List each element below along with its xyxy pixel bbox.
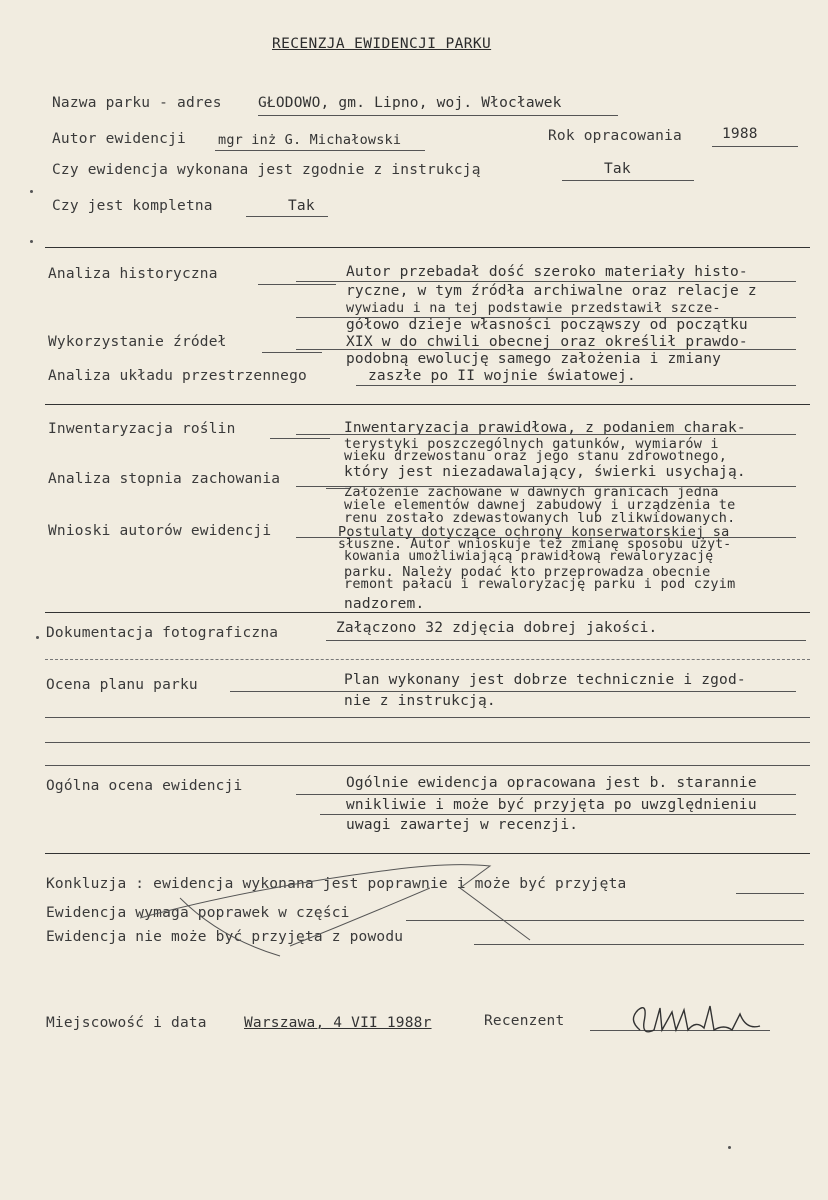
typed-underline: [230, 691, 796, 692]
historical-analysis-label: Analiza historyczna: [48, 266, 218, 282]
blank-line: [736, 893, 804, 894]
park-name-value: GŁODOWO, gm. Lipno, woj. Włocławek: [258, 95, 562, 111]
author-label: Autor ewidencji: [52, 131, 186, 147]
blank-line: [45, 765, 810, 766]
year-value: 1988: [722, 126, 758, 142]
typed-underline: [296, 281, 796, 282]
section2-line: nadzorem.: [344, 596, 425, 612]
instruction-label: Czy ewidencja wykonana jest zgodnie z instrukcją: [52, 162, 481, 178]
section1-line: ryczne, w tym źródła archiwalne oraz relacje z: [346, 283, 757, 299]
typed-underline: [326, 640, 806, 641]
divider: [45, 853, 810, 854]
typed-underline: [296, 434, 796, 435]
section2-line: słuszne. Autor wnioskuje też zmianę sposobu użyt-: [338, 537, 732, 552]
typed-underline: [296, 349, 796, 350]
divider: [45, 612, 810, 613]
divider: [45, 247, 810, 248]
conclusion-line-2: Ewidencja wymaga poprawek w części: [46, 905, 350, 921]
label-underline: [262, 352, 322, 353]
plant-inventory-label: Inwentaryzacja roślin: [48, 421, 236, 437]
plan-line: Plan wykonany jest dobrze technicznie i zgod-: [344, 672, 746, 688]
photo-doc-value: Załączono 32 zdjęcia dobrej jakości.: [336, 620, 658, 636]
conclusion-line-3: Ewidencja nie może być przyjęta z powodu: [46, 929, 404, 945]
section2-line: wiele elementów dawnej zabudowy i urządzenia te: [344, 497, 736, 513]
typed-underline: [296, 486, 796, 487]
preservation-analysis-label: Analiza stopnia zachowania: [48, 471, 281, 487]
blank-line: [45, 742, 810, 743]
complete-underline: [246, 216, 328, 217]
section2-line: który jest niezadawalający, świerki usychają.: [344, 464, 746, 480]
photo-doc-label: Dokumentacja fotograficzna: [46, 625, 279, 641]
plan-line: nie z instrukcją.: [344, 693, 496, 709]
section2-line: Założenie zachowane w dawnych granicach jedna: [344, 484, 719, 500]
year-underline: [712, 146, 798, 147]
label-underline: [270, 438, 330, 439]
divider: [45, 404, 810, 405]
overall-line: uwagi zawartej w recenzji.: [346, 817, 579, 833]
cross-out-strokes: [130, 858, 550, 958]
reviewer-signature: [620, 1000, 770, 1044]
instruction-value: Tak: [604, 161, 631, 177]
park-name-label: Nazwa parku - adres: [52, 95, 222, 111]
typed-underline: [356, 385, 796, 386]
section1-line: XIX w do chwili obecnej oraz określił prawdo-: [346, 334, 748, 350]
instruction-underline: [562, 180, 694, 181]
place-date-value: Warszawa, 4 VII 1988r: [244, 1015, 432, 1031]
complete-value: Tak: [288, 198, 315, 214]
typed-underline: [296, 317, 796, 318]
overall-evaluation-label: Ogólna ocena ewidencji: [46, 778, 243, 794]
blank-line: [45, 717, 810, 718]
park-name-underline: [258, 115, 618, 116]
label-underline: [258, 284, 336, 285]
section2-line: Inwentaryzacja prawidłowa, z podaniem charak-: [344, 420, 746, 436]
margin-speck: [728, 1146, 731, 1149]
margin-speck: [30, 240, 33, 243]
conclusions-authors-label: Wnioski autorów ewidencji: [48, 523, 272, 539]
section1-line: Autor przebadał dość szeroko materiały histo-: [346, 264, 748, 280]
conclusion-line-1: Konkluzja : ewidencja wykonana jest poprawnie i może być przyjęta: [46, 876, 627, 892]
section1-line: wywiadu i na tej podstawie przedstawił szcze-: [346, 300, 721, 316]
author-underline: [215, 150, 425, 151]
typed-underline: [296, 537, 796, 538]
author-value: mgr inż G. Michałowski: [218, 132, 402, 148]
section2-line: wieku drzewostanu oraz jego stanu zdrowotnego,: [344, 448, 728, 464]
spatial-analysis-label: Analiza układu przestrzennego: [48, 368, 307, 384]
section2-line: renu zostało zdewastowanych lub zlikwidowanych.: [344, 510, 736, 526]
place-date-label: Miejscowość i data: [46, 1015, 207, 1031]
section1-line: gółowo dzieje własności począwszy od początku: [346, 317, 748, 333]
typed-underline: [296, 794, 796, 795]
complete-label: Czy jest kompletna: [52, 198, 213, 214]
sources-label: Wykorzystanie źródeł: [48, 334, 227, 350]
overall-line: Ogólnie ewidencja opracowana jest b. starannie: [346, 775, 757, 791]
section1-line: zaszłe po II wojnie światowej.: [368, 368, 636, 384]
margin-speck: [36, 636, 39, 639]
section1-line: podobną ewolucję samego założenia i zmiany: [346, 351, 722, 367]
typed-underline: [320, 814, 796, 815]
margin-speck: [30, 190, 33, 193]
year-label: Rok opracowania: [548, 128, 682, 144]
section2-line: kowania umożliwiającą prawidłową rewaloryzację: [344, 549, 714, 564]
section2-line: terystyki poszczególnych gatunków, wymiarów i: [344, 436, 719, 452]
plan-evaluation-label: Ocena planu parku: [46, 677, 198, 693]
overall-line: wnikliwie i może być przyjęta po uwzględnieniu: [346, 797, 757, 813]
section2-line: remont pałacu i rewaloryzację parku i pod czyim: [344, 576, 736, 592]
section2-line: parku. Należy podać kto przeprowadza obecnie: [344, 564, 711, 580]
reviewer-label: Recenzent: [484, 1013, 565, 1029]
document-title: RECENZJA EWIDENCJI PARKU: [272, 36, 492, 52]
section2-line: Postulaty dotyczące ochrony konserwatorskiej sa: [338, 524, 730, 540]
divider: [45, 659, 810, 660]
